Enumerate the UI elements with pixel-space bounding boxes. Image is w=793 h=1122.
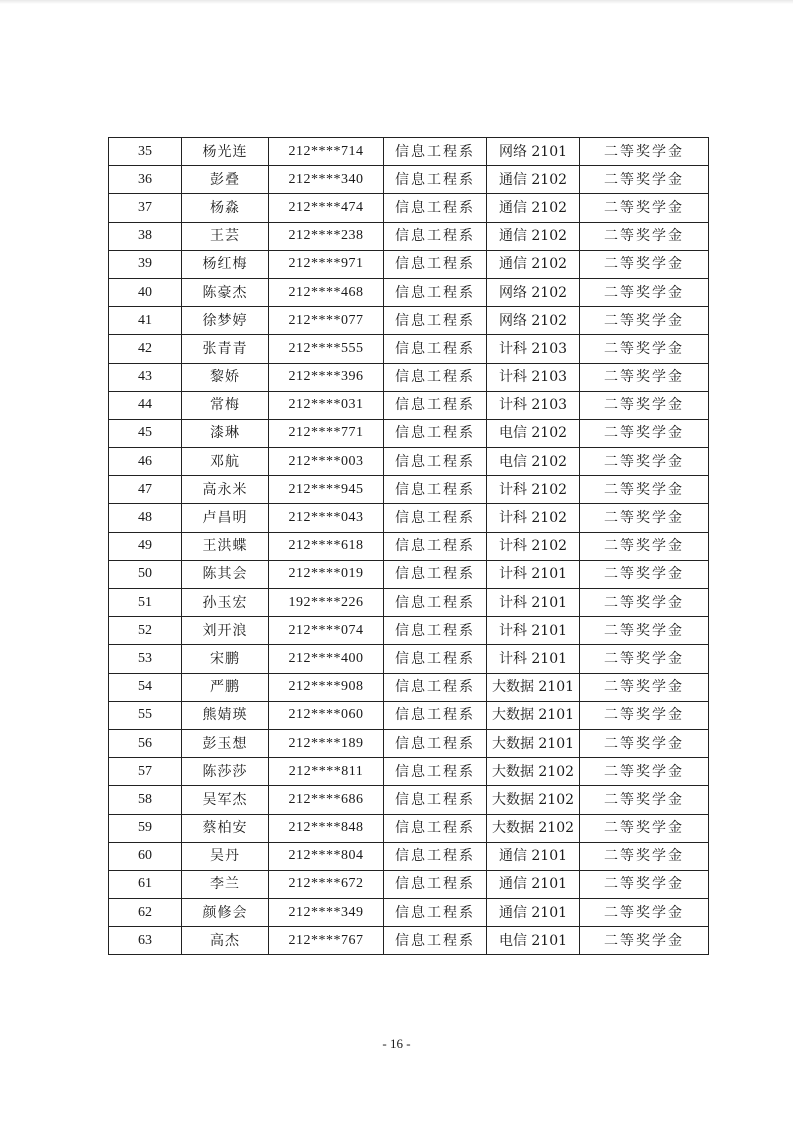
table-row <box>109 419 709 447</box>
department-cell: 信息工程系 <box>384 476 487 504</box>
row-number-cell: 55 <box>109 701 182 729</box>
page-number: - 16 - <box>382 1036 411 1051</box>
department-cell: 信息工程系 <box>384 617 487 645</box>
class-cell: 大数据 2101 <box>487 673 580 701</box>
student-id-cell: 212****043 <box>269 504 384 532</box>
award-cell: 二等奖学金 <box>580 673 709 701</box>
class-cell: 大数据 2102 <box>487 786 580 814</box>
student-id-cell: 212****804 <box>269 842 384 870</box>
row-number-cell: 49 <box>109 532 182 560</box>
student-name-cell: 常梅 <box>182 391 269 419</box>
student-name-cell: 王洪蝶 <box>182 532 269 560</box>
student-name-cell: 刘开浪 <box>182 617 269 645</box>
student-id-cell: 212****618 <box>269 532 384 560</box>
department-cell: 信息工程系 <box>384 927 487 955</box>
table-row <box>109 194 709 222</box>
student-name-cell: 卢昌明 <box>182 504 269 532</box>
table-row <box>109 673 709 701</box>
department-cell: 信息工程系 <box>384 194 487 222</box>
award-cell: 二等奖学金 <box>580 645 709 673</box>
row-number-cell: 38 <box>109 222 182 250</box>
class-cell: 通信 2101 <box>487 870 580 898</box>
department-cell: 信息工程系 <box>384 645 487 673</box>
student-id-cell: 212****468 <box>269 278 384 306</box>
table-row <box>109 786 709 814</box>
student-id-cell: 212****771 <box>269 419 384 447</box>
class-cell: 电信 2102 <box>487 448 580 476</box>
class-cell: 计科 2103 <box>487 391 580 419</box>
student-name-cell: 吴丹 <box>182 842 269 870</box>
award-cell: 二等奖学金 <box>580 786 709 814</box>
award-cell: 二等奖学金 <box>580 419 709 447</box>
student-id-cell: 212****971 <box>269 250 384 278</box>
row-number-cell: 39 <box>109 250 182 278</box>
student-name-cell: 蔡柏安 <box>182 814 269 842</box>
student-id-cell: 212****074 <box>269 617 384 645</box>
table-row <box>109 729 709 757</box>
department-cell: 信息工程系 <box>384 391 487 419</box>
department-cell: 信息工程系 <box>384 138 487 166</box>
class-cell: 网络 2102 <box>487 278 580 306</box>
department-cell: 信息工程系 <box>384 419 487 447</box>
row-number-cell: 40 <box>109 278 182 306</box>
department-cell: 信息工程系 <box>384 729 487 757</box>
award-cell: 二等奖学金 <box>580 504 709 532</box>
table-row <box>109 899 709 927</box>
student-name-cell: 高杰 <box>182 927 269 955</box>
award-cell: 二等奖学金 <box>580 278 709 306</box>
row-number-cell: 45 <box>109 419 182 447</box>
row-number-cell: 58 <box>109 786 182 814</box>
student-id-cell: 212****349 <box>269 899 384 927</box>
award-cell: 二等奖学金 <box>580 842 709 870</box>
department-cell: 信息工程系 <box>384 166 487 194</box>
class-cell: 通信 2102 <box>487 250 580 278</box>
student-name-cell: 张青青 <box>182 335 269 363</box>
department-cell: 信息工程系 <box>384 673 487 701</box>
row-number-cell: 37 <box>109 194 182 222</box>
class-cell: 大数据 2101 <box>487 701 580 729</box>
student-id-cell: 212****811 <box>269 758 384 786</box>
department-cell: 信息工程系 <box>384 899 487 927</box>
department-cell: 信息工程系 <box>384 814 487 842</box>
class-cell: 通信 2102 <box>487 194 580 222</box>
student-id-cell: 212****189 <box>269 729 384 757</box>
student-id-cell: 192****226 <box>269 589 384 617</box>
table-row <box>109 391 709 419</box>
row-number-cell: 57 <box>109 758 182 786</box>
table-row <box>109 870 709 898</box>
award-cell: 二等奖学金 <box>580 194 709 222</box>
table-row <box>109 701 709 729</box>
class-cell: 计科 2101 <box>487 617 580 645</box>
award-cell: 二等奖学金 <box>580 560 709 588</box>
award-cell: 二等奖学金 <box>580 701 709 729</box>
award-cell: 二等奖学金 <box>580 166 709 194</box>
department-cell: 信息工程系 <box>384 363 487 391</box>
student-name-cell: 陈豪杰 <box>182 278 269 306</box>
award-cell: 二等奖学金 <box>580 138 709 166</box>
row-number-cell: 35 <box>109 138 182 166</box>
row-number-cell: 63 <box>109 927 182 955</box>
department-cell: 信息工程系 <box>384 870 487 898</box>
table-row <box>109 842 709 870</box>
row-number-cell: 48 <box>109 504 182 532</box>
class-cell: 通信 2101 <box>487 842 580 870</box>
table-row <box>109 278 709 306</box>
award-cell: 二等奖学金 <box>580 532 709 560</box>
department-cell: 信息工程系 <box>384 448 487 476</box>
table-row <box>109 814 709 842</box>
class-cell: 电信 2102 <box>487 419 580 447</box>
row-number-cell: 51 <box>109 589 182 617</box>
department-cell: 信息工程系 <box>384 504 487 532</box>
class-cell: 大数据 2102 <box>487 814 580 842</box>
student-id-cell: 212****003 <box>269 448 384 476</box>
award-cell: 二等奖学金 <box>580 448 709 476</box>
row-number-cell: 43 <box>109 363 182 391</box>
student-name-cell: 黎娇 <box>182 363 269 391</box>
table-row <box>109 532 709 560</box>
award-cell: 二等奖学金 <box>580 617 709 645</box>
department-cell: 信息工程系 <box>384 758 487 786</box>
row-number-cell: 59 <box>109 814 182 842</box>
award-cell: 二等奖学金 <box>580 729 709 757</box>
table-row <box>109 138 709 166</box>
student-name-cell: 孙玉宏 <box>182 589 269 617</box>
class-cell: 电信 2101 <box>487 927 580 955</box>
table-row <box>109 589 709 617</box>
class-cell: 计科 2101 <box>487 560 580 588</box>
student-id-cell: 212****686 <box>269 786 384 814</box>
award-cell: 二等奖学金 <box>580 250 709 278</box>
student-name-cell: 漆琳 <box>182 419 269 447</box>
student-name-cell: 高永米 <box>182 476 269 504</box>
row-number-cell: 50 <box>109 560 182 588</box>
student-id-cell: 212****908 <box>269 673 384 701</box>
student-id-cell: 212****945 <box>269 476 384 504</box>
student-name-cell: 徐梦婷 <box>182 307 269 335</box>
table-row <box>109 335 709 363</box>
row-number-cell: 60 <box>109 842 182 870</box>
row-number-cell: 54 <box>109 673 182 701</box>
table-row <box>109 645 709 673</box>
table-row <box>109 476 709 504</box>
award-cell: 二等奖学金 <box>580 758 709 786</box>
class-cell: 计科 2101 <box>487 589 580 617</box>
student-id-cell: 212****019 <box>269 560 384 588</box>
row-number-cell: 56 <box>109 729 182 757</box>
table-row <box>109 927 709 955</box>
class-cell: 大数据 2101 <box>487 729 580 757</box>
scholarship-table <box>108 137 709 955</box>
award-cell: 二等奖学金 <box>580 927 709 955</box>
row-number-cell: 52 <box>109 617 182 645</box>
student-name-cell: 邓航 <box>182 448 269 476</box>
table-row <box>109 250 709 278</box>
row-number-cell: 36 <box>109 166 182 194</box>
award-cell: 二等奖学金 <box>580 870 709 898</box>
award-cell: 二等奖学金 <box>580 335 709 363</box>
department-cell: 信息工程系 <box>384 532 487 560</box>
award-cell: 二等奖学金 <box>580 814 709 842</box>
student-name-cell: 杨红梅 <box>182 250 269 278</box>
page-edge <box>0 0 793 4</box>
table-row <box>109 560 709 588</box>
row-number-cell: 53 <box>109 645 182 673</box>
department-cell: 信息工程系 <box>384 222 487 250</box>
department-cell: 信息工程系 <box>384 842 487 870</box>
department-cell: 信息工程系 <box>384 701 487 729</box>
student-id-cell: 212****031 <box>269 391 384 419</box>
class-cell: 通信 2102 <box>487 166 580 194</box>
department-cell: 信息工程系 <box>384 335 487 363</box>
student-name-cell: 陈莎莎 <box>182 758 269 786</box>
student-id-cell: 212****767 <box>269 927 384 955</box>
class-cell: 计科 2102 <box>487 476 580 504</box>
student-name-cell: 杨淼 <box>182 194 269 222</box>
award-cell: 二等奖学金 <box>580 363 709 391</box>
student-name-cell: 宋鹏 <box>182 645 269 673</box>
table-row <box>109 758 709 786</box>
class-cell: 计科 2103 <box>487 363 580 391</box>
student-name-cell: 严鹏 <box>182 673 269 701</box>
department-cell: 信息工程系 <box>384 307 487 335</box>
table-row <box>109 222 709 250</box>
class-cell: 大数据 2102 <box>487 758 580 786</box>
award-cell: 二等奖学金 <box>580 391 709 419</box>
student-id-cell: 212****848 <box>269 814 384 842</box>
student-name-cell: 彭叠 <box>182 166 269 194</box>
table-row <box>109 448 709 476</box>
row-number-cell: 42 <box>109 335 182 363</box>
award-cell: 二等奖学金 <box>580 307 709 335</box>
department-cell: 信息工程系 <box>384 560 487 588</box>
student-name-cell: 颜修会 <box>182 899 269 927</box>
student-id-cell: 212****555 <box>269 335 384 363</box>
student-name-cell: 王芸 <box>182 222 269 250</box>
table-body <box>109 138 709 955</box>
row-number-cell: 44 <box>109 391 182 419</box>
row-number-cell: 47 <box>109 476 182 504</box>
student-id-cell: 212****474 <box>269 194 384 222</box>
class-cell: 通信 2101 <box>487 899 580 927</box>
row-number-cell: 61 <box>109 870 182 898</box>
table-row <box>109 617 709 645</box>
department-cell: 信息工程系 <box>384 589 487 617</box>
student-id-cell: 212****340 <box>269 166 384 194</box>
student-id-cell: 212****060 <box>269 701 384 729</box>
class-cell: 计科 2102 <box>487 532 580 560</box>
table-row <box>109 363 709 391</box>
table-row <box>109 166 709 194</box>
table-row <box>109 504 709 532</box>
student-id-cell: 212****672 <box>269 870 384 898</box>
student-name-cell: 李兰 <box>182 870 269 898</box>
student-id-cell: 212****077 <box>269 307 384 335</box>
row-number-cell: 46 <box>109 448 182 476</box>
student-name-cell: 陈其会 <box>182 560 269 588</box>
award-cell: 二等奖学金 <box>580 476 709 504</box>
student-name-cell: 吴军杰 <box>182 786 269 814</box>
row-number-cell: 62 <box>109 899 182 927</box>
student-id-cell: 212****396 <box>269 363 384 391</box>
student-name-cell: 杨光连 <box>182 138 269 166</box>
class-cell: 计科 2102 <box>487 504 580 532</box>
award-cell: 二等奖学金 <box>580 589 709 617</box>
student-id-cell: 212****400 <box>269 645 384 673</box>
class-cell: 网络 2102 <box>487 307 580 335</box>
award-cell: 二等奖学金 <box>580 899 709 927</box>
class-cell: 网络 2101 <box>487 138 580 166</box>
student-name-cell: 彭玉想 <box>182 729 269 757</box>
department-cell: 信息工程系 <box>384 250 487 278</box>
department-cell: 信息工程系 <box>384 278 487 306</box>
student-name-cell: 熊婧瑛 <box>182 701 269 729</box>
class-cell: 计科 2103 <box>487 335 580 363</box>
department-cell: 信息工程系 <box>384 786 487 814</box>
class-cell: 计科 2101 <box>487 645 580 673</box>
award-cell: 二等奖学金 <box>580 222 709 250</box>
student-id-cell: 212****714 <box>269 138 384 166</box>
student-id-cell: 212****238 <box>269 222 384 250</box>
class-cell: 通信 2102 <box>487 222 580 250</box>
row-number-cell: 41 <box>109 307 182 335</box>
table-row <box>109 307 709 335</box>
